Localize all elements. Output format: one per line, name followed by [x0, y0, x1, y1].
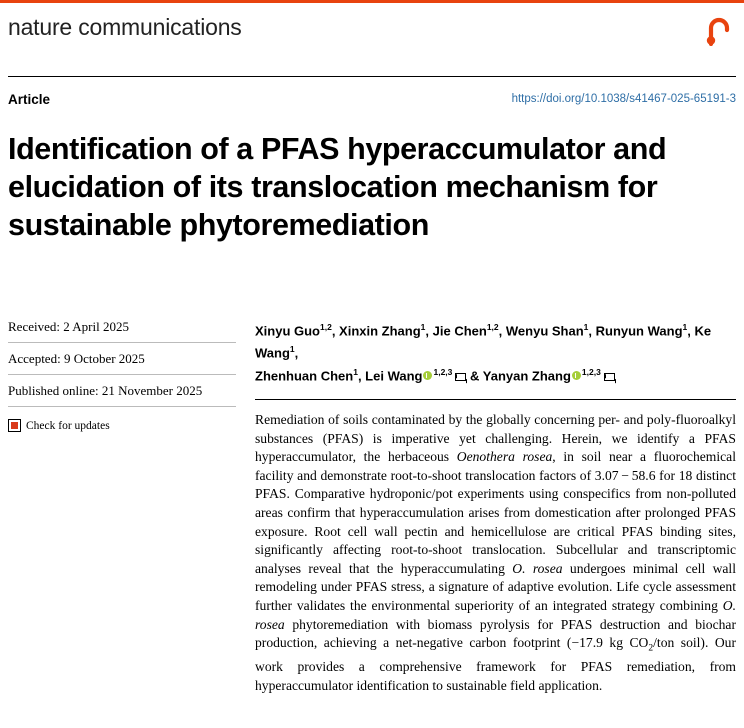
author-name[interactable]: , Ke Wang: [255, 323, 712, 361]
author-affil-marker: 1,2,3: [433, 366, 453, 377]
header-divider: [8, 76, 736, 77]
author-name[interactable]: , Jie Chen: [425, 323, 487, 339]
email-icon[interactable]: [604, 373, 615, 381]
article-type-label: Article: [8, 92, 51, 107]
article-history-column: [8, 318, 236, 432]
email-icon[interactable]: [455, 373, 466, 381]
abstract-text: [255, 411, 736, 696]
author-name[interactable]: , Xinxin Zhang: [331, 323, 421, 339]
check-updates-label: Check for updates: [26, 419, 110, 432]
author-affil-marker: 1: [420, 322, 426, 332]
orcid-icon[interactable]: [423, 371, 432, 380]
species-name: O. rosea: [255, 597, 736, 632]
abstract-segment: phytoremediation with biomass pyrolysis for PFAS destruction and biochar production, achieving a net-negative carbon footprint (−17.9 kg CO: [255, 616, 736, 651]
author-affil-marker: 1,2,3: [581, 366, 601, 377]
author-separator: ,: [294, 345, 299, 361]
author-name[interactable]: , Runyun Wang: [588, 323, 683, 339]
subscript: 2: [648, 643, 654, 654]
author-affil-marker: 1,2: [486, 322, 499, 332]
author-affil-marker: 1,2: [320, 322, 332, 332]
author-name[interactable]: Xinyu Guo: [255, 323, 320, 339]
abstract-segment: /ton soil). Our work provides a comprehensive framework for PFAS remediation, from hyperaccumulator identification to sustainable field application.: [255, 635, 736, 694]
check-for-updates[interactable]: [8, 419, 236, 432]
abstract-segment: Remediation of soils contaminated by the globally concerning per- and poly-fluoroalkyl substances (PFAS) is imperative yet challenging. Herein, we identify a PFAS hyperaccumulator, the herbaceous: [255, 411, 736, 465]
author-affil-marker: 1: [353, 366, 358, 377]
author-affil-marker: 1: [289, 344, 295, 355]
received-date: Received: 2 April 2025: [8, 319, 129, 334]
species-name: Oenothera rosea: [456, 449, 553, 465]
species-name: O. rosea: [512, 560, 563, 576]
top-accent-rule: [0, 0, 744, 3]
author-name[interactable]: Zhenhuan Chen: [255, 367, 354, 383]
abstract-divider: [255, 399, 736, 400]
history-divider-3: [8, 406, 236, 407]
page-title: Identification of a PFAS hyperaccumulator and elucidation of its translocation mechanism for sustainable phytoremediation: [8, 132, 667, 243]
author-name[interactable]: , Wenyu Shan: [498, 323, 584, 339]
check-updates-icon: [8, 419, 21, 432]
history-divider-2: [8, 374, 236, 375]
author-affil-marker: 1: [682, 322, 688, 332]
history-divider-1: [8, 342, 236, 343]
author-affil-marker: 1: [583, 322, 589, 332]
author-list: [255, 318, 736, 385]
journal-masthead: nature communications: [8, 14, 242, 40]
published-date: Published online: 21 November 2025: [8, 383, 203, 398]
doi-link[interactable]: https://doi.org/10.1038/s41467-025-65191-3: [511, 93, 736, 105]
abstract-segment: , in soil near a fluorochemical facility and demonstrate root-to-shoot translocation factors of 3.07 − 58.6 for 18 distinct PFAS. Comparative hydroponic/pot experiments using conspecifics from non-polluted areas confirm that hyperaccumulation arises from domestication after prolonged PFAS exposure. Root cell wall pectin and hemicellulose are critical PFAS binding sites, significantly affecting root-to-shoot translocation. Subcellular and transcriptomic analyses reveal that the hyperaccumulating: [255, 449, 736, 576]
open-access-icon: [704, 12, 734, 46]
author-name[interactable]: , Lei Wang: [357, 367, 423, 383]
orcid-icon[interactable]: [572, 371, 581, 380]
article-main-column: [255, 318, 736, 696]
abstract-segment: undergoes minimal cell wall remodeling under PFAS stress, a signature of adaptive evolution. Life cycle assessment further validates the environmental superiority of an integrated strategy combining: [255, 560, 736, 613]
author-name[interactable]: & Yanyan Zhang: [470, 367, 571, 383]
accepted-date: Accepted: 9 October 2025: [8, 351, 145, 366]
